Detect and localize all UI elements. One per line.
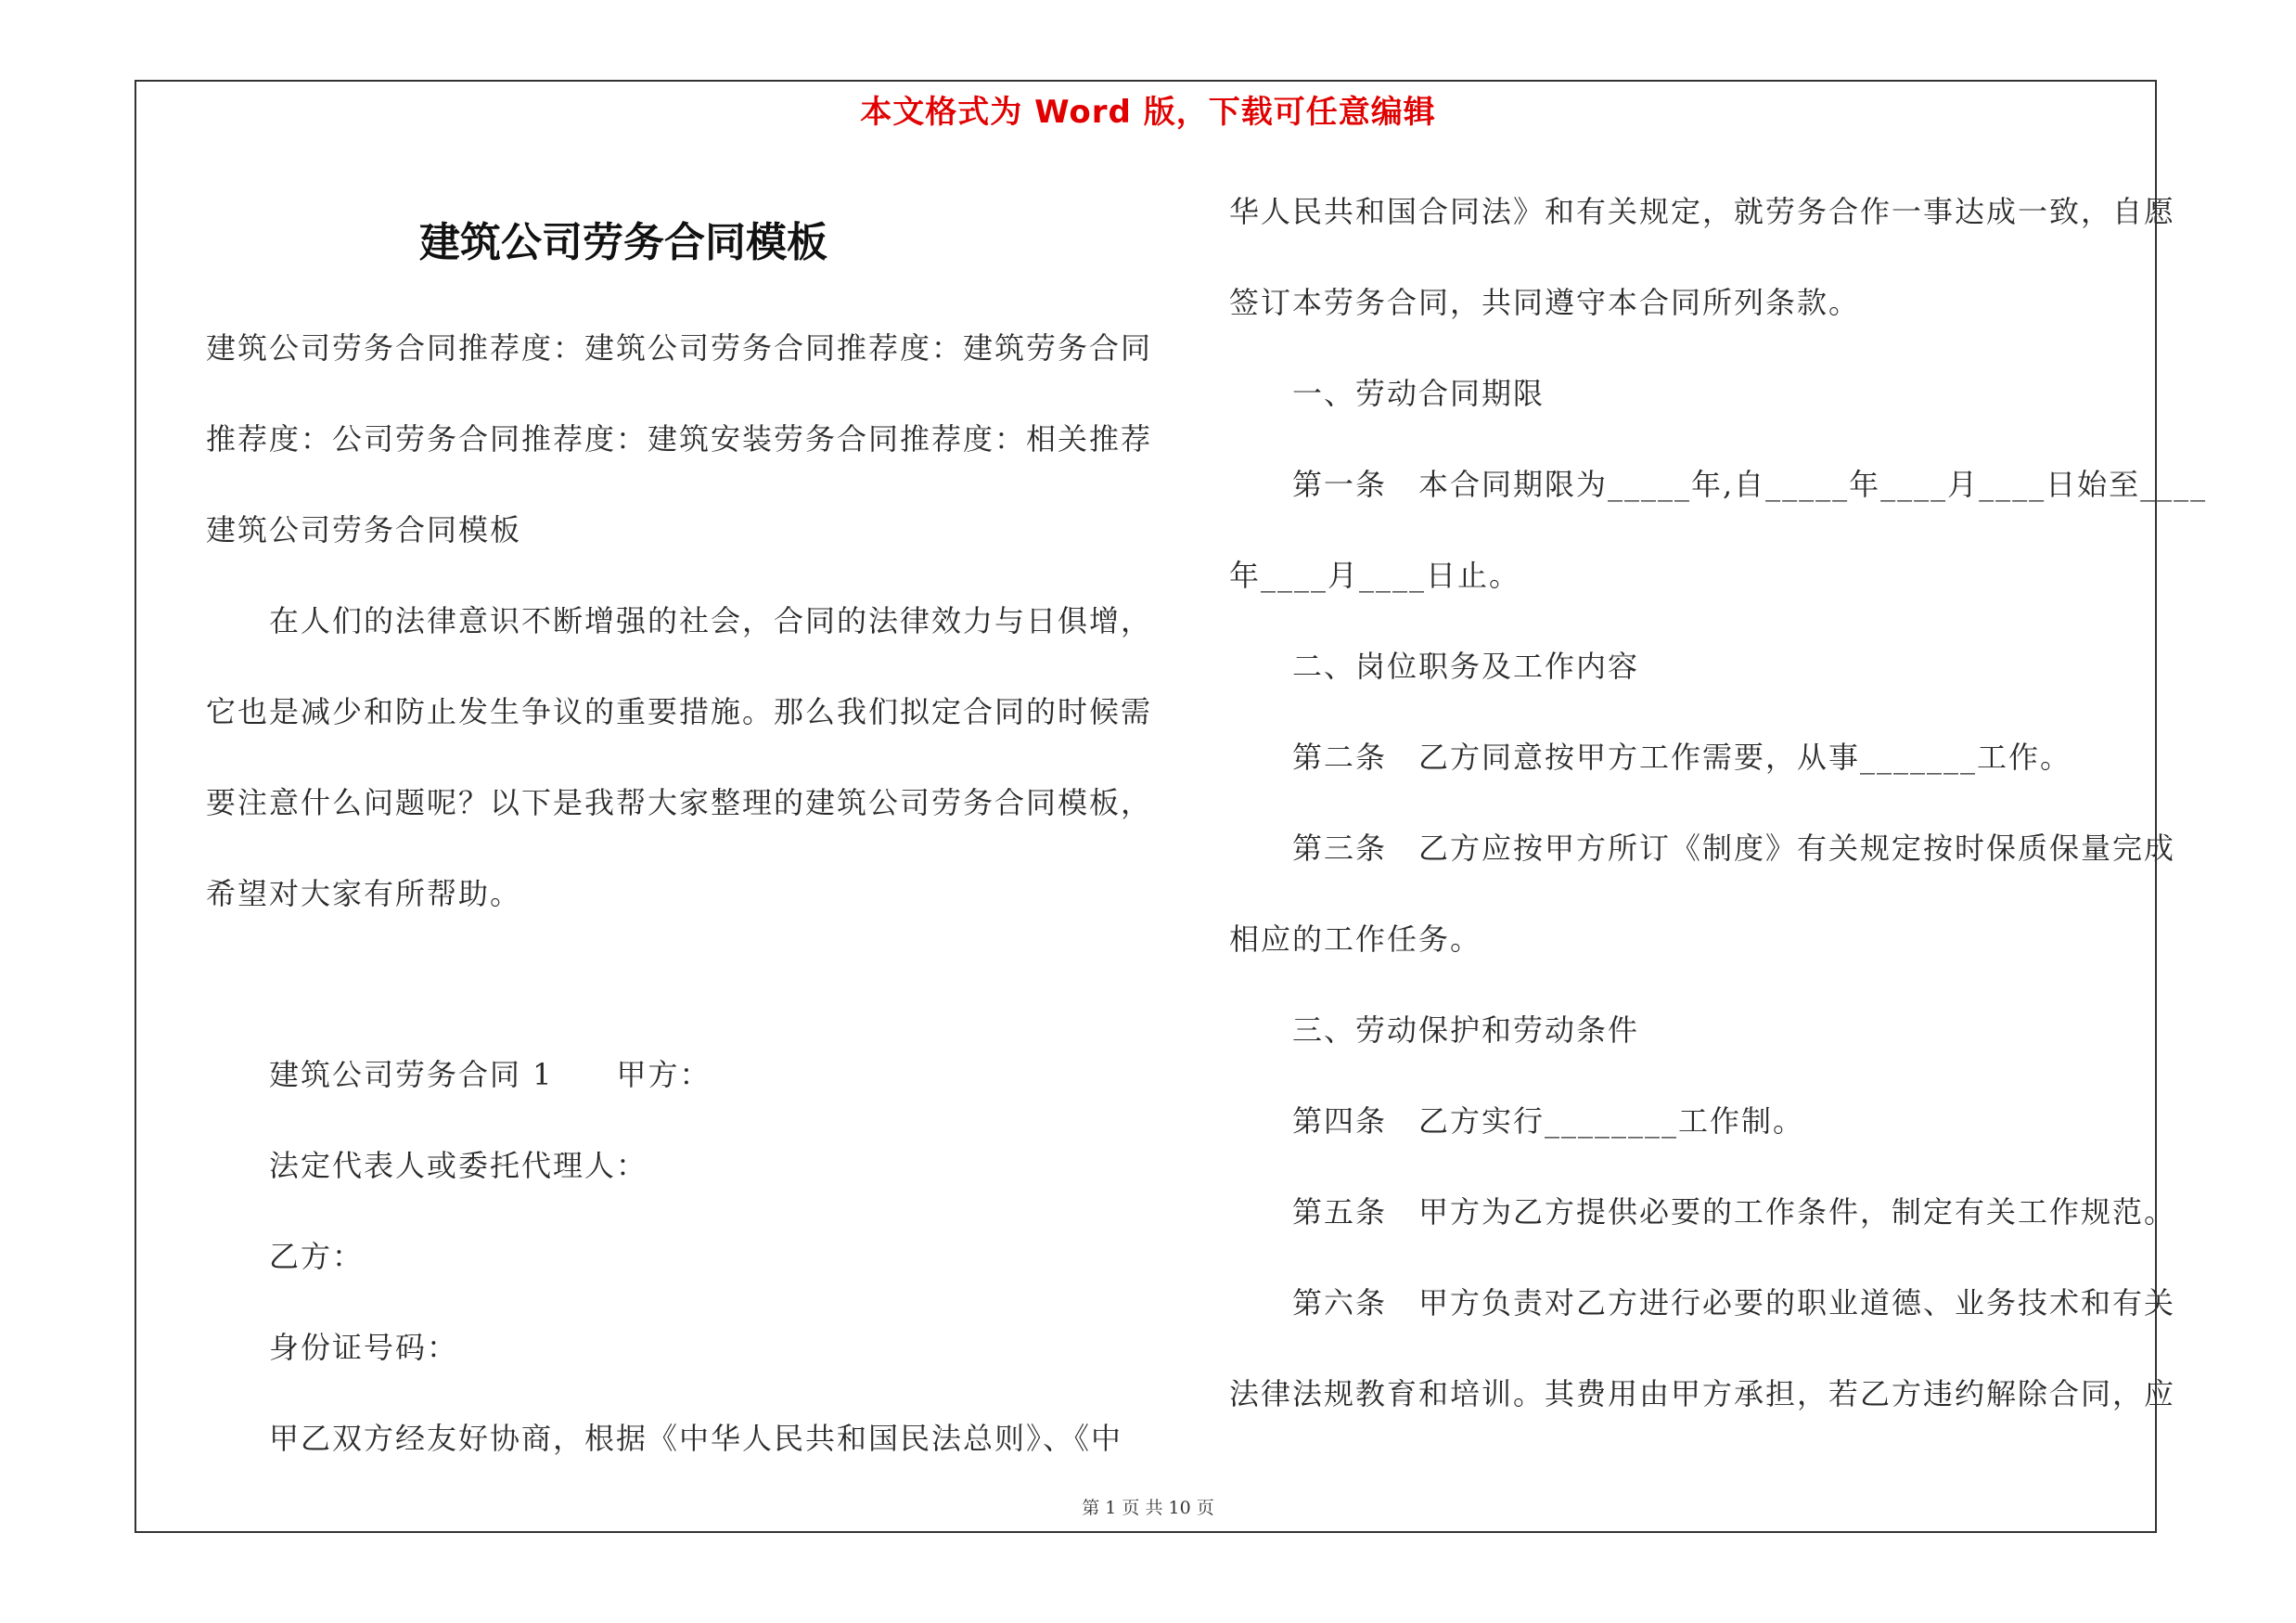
left-paragraph-line: 甲乙双方经友好协商，根据《中华人民共和国民法总则》、《中: [269, 1421, 1123, 1456]
left-paragraph-line: 在人们的法律意识不断增强的社会，合同的法律效力与日俱增，: [269, 603, 1153, 638]
right-paragraph-line: 第三条 乙方应按甲方所订《制度》有关规定按时保质保量完成: [1292, 831, 2176, 866]
left-paragraph-line: 法定代表人或委托代理人：: [269, 1148, 648, 1183]
section-heading: 一、劳动合同期限: [1292, 376, 1546, 411]
left-paragraph-line: 建筑公司劳务合同推荐度：建筑公司劳务合同推荐度：建筑劳务合同: [206, 330, 1153, 366]
left-paragraph-line: 推荐度：公司劳务合同推荐度：建筑安装劳务合同推荐度：相关推荐: [206, 421, 1153, 457]
document-title: 建筑公司劳务合同模板: [419, 219, 827, 266]
right-paragraph-line: 年____月____日止。: [1229, 558, 1521, 593]
right-paragraph-line: 第二条 乙方同意按甲方工作需要，从事_______工作。: [1292, 740, 2072, 775]
right-paragraph-line: 签订本劳务合同，共同遵守本合同所列条款。: [1229, 285, 1861, 320]
right-paragraph-line: 第六条 甲方负责对乙方进行必要的职业道德、业务技术和有关: [1292, 1285, 2176, 1320]
right-paragraph-line: 法律法规教育和培训。其费用由甲方承担，若乙方违约解除合同，应: [1229, 1376, 2176, 1411]
left-paragraph-line: 建筑公司劳务合同模板: [206, 512, 522, 547]
right-paragraph-line: 第五条 甲方为乙方提供必要的工作条件，制定有关工作规范。: [1292, 1194, 2176, 1230]
right-paragraph-line: 相应的工作任务。: [1229, 921, 1482, 957]
contract-heading-line: 建筑公司劳务合同 1 甲方：: [269, 1057, 712, 1092]
word-format-banner: 本文格式为 Word 版，下载可任意编辑: [860, 94, 1436, 131]
section-heading: 二、岗位职务及工作内容: [1292, 649, 1640, 684]
section-heading: 三、劳动保护和劳动条件: [1292, 1012, 1640, 1048]
page-number-footer: 第 1 页 共 10 页: [1082, 1498, 1214, 1518]
left-paragraph-line: 希望对大家有所帮助。: [206, 876, 522, 911]
left-paragraph-line: 要注意什么问题呢？以下是我帮大家整理的建筑公司劳务合同模板，: [206, 785, 1153, 820]
right-paragraph-line: 华人民共和国合同法》和有关规定，就劳务合作一事达成一致，自愿: [1229, 194, 2176, 229]
right-paragraph-line: 第四条 乙方实行________工作制。: [1292, 1103, 1805, 1139]
left-paragraph-line: 身份证号码：: [269, 1330, 459, 1365]
left-paragraph-line: 乙方：: [269, 1239, 365, 1274]
right-paragraph-line: 第一条 本合同期限为_____年,自_____年____月____日始至____: [1292, 467, 2208, 502]
left-paragraph-line: 它也是减少和防止发生争议的重要措施。那么我们拟定合同的时候需: [206, 694, 1153, 729]
